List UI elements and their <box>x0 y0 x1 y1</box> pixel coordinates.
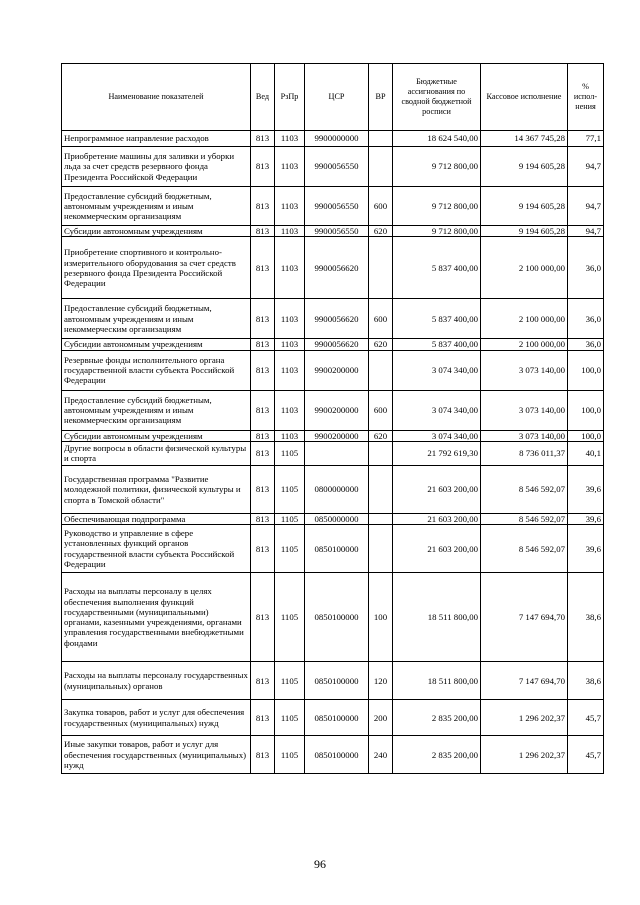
row-name: Непрограммное направление расходов <box>62 131 251 147</box>
row-csr: 0850100000 <box>305 525 369 573</box>
row-rzpr: 1103 <box>275 237 305 299</box>
row-vr <box>369 237 393 299</box>
table-row <box>62 187 604 226</box>
table-body <box>62 131 604 774</box>
table-row <box>62 299 604 339</box>
row-ved: 813 <box>251 700 275 736</box>
row-rzpr: 1103 <box>275 390 305 430</box>
table-row <box>62 131 604 147</box>
row-execution-percent: 100,0 <box>568 350 604 390</box>
row-budget-allocation: 5 837 400,00 <box>393 299 481 339</box>
row-rzpr: 1103 <box>275 339 305 350</box>
row-execution-percent: 77,1 <box>568 131 604 147</box>
row-ved: 813 <box>251 513 275 524</box>
row-name: Субсидии автономным учреждениям <box>62 339 251 350</box>
row-rzpr: 1103 <box>275 299 305 339</box>
row-rzpr: 1103 <box>275 226 305 237</box>
row-csr: 9900056620 <box>305 299 369 339</box>
table-row <box>62 237 604 299</box>
row-name: Предоставление субсидий бюджетным, автономным учреждениям и иным некоммерческим организациям <box>62 299 251 339</box>
row-rzpr: 1105 <box>275 573 305 662</box>
row-budget-allocation: 3 074 340,00 <box>393 350 481 390</box>
row-csr: 0800000000 <box>305 465 369 513</box>
row-vr: 620 <box>369 226 393 237</box>
table-row <box>62 339 604 350</box>
row-csr: 0850000000 <box>305 513 369 524</box>
row-name: Расходы на выплаты персоналу в целях обеспечения выполнения функций государственными (муниципальными) органами, казенными учреждениями, органами управления государственными внебюджетными фондами <box>62 573 251 662</box>
row-ved: 813 <box>251 573 275 662</box>
row-cash-execution: 3 073 140,00 <box>481 350 568 390</box>
table-row <box>62 736 604 774</box>
row-ved: 813 <box>251 465 275 513</box>
row-cash-execution: 2 100 000,00 <box>481 237 568 299</box>
row-csr: 9900200000 <box>305 430 369 441</box>
table-row <box>62 350 604 390</box>
row-cash-execution: 9 194 605,28 <box>481 147 568 187</box>
row-cash-execution: 7 147 694,70 <box>481 573 568 662</box>
row-budget-allocation: 5 837 400,00 <box>393 339 481 350</box>
header-rzpr: РзПр <box>275 64 305 131</box>
row-execution-percent: 94,7 <box>568 187 604 226</box>
row-budget-allocation: 21 603 200,00 <box>393 525 481 573</box>
row-name: Обеспечивающая подпрограмма <box>62 513 251 524</box>
row-vr: 600 <box>369 299 393 339</box>
row-budget-allocation: 21 603 200,00 <box>393 465 481 513</box>
row-vr: 100 <box>369 573 393 662</box>
row-ved: 813 <box>251 390 275 430</box>
row-csr: 9900056620 <box>305 237 369 299</box>
row-csr: 9900056550 <box>305 187 369 226</box>
row-csr: 9900056550 <box>305 226 369 237</box>
table-row <box>62 573 604 662</box>
row-execution-percent: 36,0 <box>568 339 604 350</box>
page-number: 96 <box>314 857 326 871</box>
row-ved: 813 <box>251 736 275 774</box>
row-ved: 813 <box>251 147 275 187</box>
row-ved: 813 <box>251 350 275 390</box>
row-csr: 0850100000 <box>305 662 369 700</box>
row-name: Закупка товаров, работ и услуг для обеспечения государственных (муниципальных) нужд <box>62 700 251 736</box>
row-name: Государственная программа "Развитие молодежной политики, физической культуры и спорта в Томской области" <box>62 465 251 513</box>
row-cash-execution: 7 147 694,70 <box>481 662 568 700</box>
row-csr: 9900200000 <box>305 350 369 390</box>
row-csr: 9900200000 <box>305 390 369 430</box>
row-cash-execution: 8 546 592,07 <box>481 465 568 513</box>
row-csr: 0850100000 <box>305 736 369 774</box>
row-budget-allocation: 2 835 200,00 <box>393 700 481 736</box>
row-budget-allocation: 9 712 800,00 <box>393 187 481 226</box>
header-cash-execution: Кассовое исполнение <box>481 64 568 131</box>
table-row <box>62 513 604 524</box>
row-ved: 813 <box>251 131 275 147</box>
row-vr: 120 <box>369 662 393 700</box>
row-vr: 600 <box>369 187 393 226</box>
row-csr: 9900000000 <box>305 131 369 147</box>
row-cash-execution: 14 367 745,28 <box>481 131 568 147</box>
row-name: Предоставление субсидий бюджетным, автономным учреждениям и иным некоммерческим организациям <box>62 187 251 226</box>
header-budget-allocations: Бюджетные ассигнования по сводной бюджетной росписи <box>393 64 481 131</box>
row-budget-allocation: 3 074 340,00 <box>393 430 481 441</box>
row-csr: 9900056550 <box>305 147 369 187</box>
row-csr <box>305 441 369 465</box>
row-rzpr: 1103 <box>275 430 305 441</box>
header-ved: Вед <box>251 64 275 131</box>
table-row <box>62 441 604 465</box>
row-cash-execution: 9 194 605,28 <box>481 187 568 226</box>
row-execution-percent: 94,7 <box>568 147 604 187</box>
row-cash-execution: 3 073 140,00 <box>481 430 568 441</box>
row-cash-execution: 3 073 140,00 <box>481 390 568 430</box>
row-budget-allocation: 5 837 400,00 <box>393 237 481 299</box>
row-ved: 813 <box>251 339 275 350</box>
row-name: Расходы на выплаты персоналу государственных (муниципальных) органов <box>62 662 251 700</box>
row-rzpr: 1105 <box>275 700 305 736</box>
row-rzpr: 1103 <box>275 350 305 390</box>
row-name: Субсидии автономным учреждениям <box>62 430 251 441</box>
row-vr <box>369 525 393 573</box>
budget-execution-table <box>61 63 604 774</box>
row-cash-execution: 1 296 202,37 <box>481 736 568 774</box>
row-vr: 240 <box>369 736 393 774</box>
row-ved: 813 <box>251 525 275 573</box>
row-name: Иные закупки товаров, работ и услуг для обеспечения государственных (муниципальных) нужд <box>62 736 251 774</box>
table-row <box>62 226 604 237</box>
row-budget-allocation: 9 712 800,00 <box>393 147 481 187</box>
row-vr <box>369 131 393 147</box>
header-vr: ВР <box>369 64 393 131</box>
row-vr <box>369 513 393 524</box>
row-execution-percent: 45,7 <box>568 736 604 774</box>
row-name: Приобретение машины для заливки и уборки льда за счет средств резервного фонда Президента Российской Федерации <box>62 147 251 187</box>
row-budget-allocation: 9 712 800,00 <box>393 226 481 237</box>
row-execution-percent: 38,6 <box>568 573 604 662</box>
table-header-row <box>62 64 604 131</box>
row-ved: 813 <box>251 226 275 237</box>
row-execution-percent: 45,7 <box>568 700 604 736</box>
header-execution-percent: % испол- нения <box>568 64 604 131</box>
row-execution-percent: 38,6 <box>568 662 604 700</box>
row-ved: 813 <box>251 441 275 465</box>
row-budget-allocation: 18 511 800,00 <box>393 573 481 662</box>
row-name: Субсидии автономным учреждениям <box>62 226 251 237</box>
row-vr: 200 <box>369 700 393 736</box>
table-row <box>62 662 604 700</box>
table-row <box>62 147 604 187</box>
row-budget-allocation: 18 511 800,00 <box>393 662 481 700</box>
table-row <box>62 700 604 736</box>
row-rzpr: 1105 <box>275 736 305 774</box>
row-vr: 620 <box>369 339 393 350</box>
row-rzpr: 1105 <box>275 525 305 573</box>
row-cash-execution: 8 736 011,37 <box>481 441 568 465</box>
row-csr: 0850100000 <box>305 573 369 662</box>
row-rzpr: 1105 <box>275 513 305 524</box>
row-cash-execution: 8 546 592,07 <box>481 513 568 524</box>
row-execution-percent: 40,1 <box>568 441 604 465</box>
row-execution-percent: 36,0 <box>568 299 604 339</box>
row-csr: 9900056620 <box>305 339 369 350</box>
row-vr <box>369 350 393 390</box>
row-ved: 813 <box>251 237 275 299</box>
row-rzpr: 1105 <box>275 441 305 465</box>
header-csr: ЦСР <box>305 64 369 131</box>
row-execution-percent: 100,0 <box>568 390 604 430</box>
row-execution-percent: 39,6 <box>568 465 604 513</box>
row-budget-allocation: 18 624 540,00 <box>393 131 481 147</box>
header-name: Наименование показателей <box>62 64 251 131</box>
row-execution-percent: 100,0 <box>568 430 604 441</box>
row-ved: 813 <box>251 187 275 226</box>
row-execution-percent: 39,6 <box>568 513 604 524</box>
row-execution-percent: 94,7 <box>568 226 604 237</box>
row-budget-allocation: 3 074 340,00 <box>393 390 481 430</box>
row-vr <box>369 465 393 513</box>
row-ved: 813 <box>251 662 275 700</box>
row-budget-allocation: 21 792 619,30 <box>393 441 481 465</box>
row-vr <box>369 441 393 465</box>
row-execution-percent: 36,0 <box>568 237 604 299</box>
row-budget-allocation: 21 603 200,00 <box>393 513 481 524</box>
row-name: Резервные фонды исполнительного органа государственной власти субъекта Российской Федерации <box>62 350 251 390</box>
table-row <box>62 430 604 441</box>
row-rzpr: 1105 <box>275 465 305 513</box>
row-cash-execution: 8 546 592,07 <box>481 525 568 573</box>
row-vr: 600 <box>369 390 393 430</box>
row-csr: 0850100000 <box>305 700 369 736</box>
row-rzpr: 1105 <box>275 662 305 700</box>
row-ved: 813 <box>251 430 275 441</box>
row-name: Другие вопросы в области физической культуры и спорта <box>62 441 251 465</box>
row-rzpr: 1103 <box>275 131 305 147</box>
row-cash-execution: 2 100 000,00 <box>481 339 568 350</box>
row-cash-execution: 1 296 202,37 <box>481 700 568 736</box>
row-name: Руководство и управление в сфере установленных функций органов государственной власти субъекта Российской Федерации <box>62 525 251 573</box>
row-rzpr: 1103 <box>275 147 305 187</box>
row-vr <box>369 147 393 187</box>
table-row <box>62 390 604 430</box>
row-rzpr: 1103 <box>275 187 305 226</box>
row-ved: 813 <box>251 299 275 339</box>
row-budget-allocation: 2 835 200,00 <box>393 736 481 774</box>
row-execution-percent: 39,6 <box>568 525 604 573</box>
row-cash-execution: 9 194 605,28 <box>481 226 568 237</box>
row-name: Предоставление субсидий бюджетным, автономным учреждениям и иным некоммерческим организациям <box>62 390 251 430</box>
table-row <box>62 465 604 513</box>
row-name: Приобретение спортивного и контрольно-измерительного оборудования за счет средств резервного фонда Президента Российской Федерации <box>62 237 251 299</box>
row-vr: 620 <box>369 430 393 441</box>
row-cash-execution: 2 100 000,00 <box>481 299 568 339</box>
table-row <box>62 525 604 573</box>
